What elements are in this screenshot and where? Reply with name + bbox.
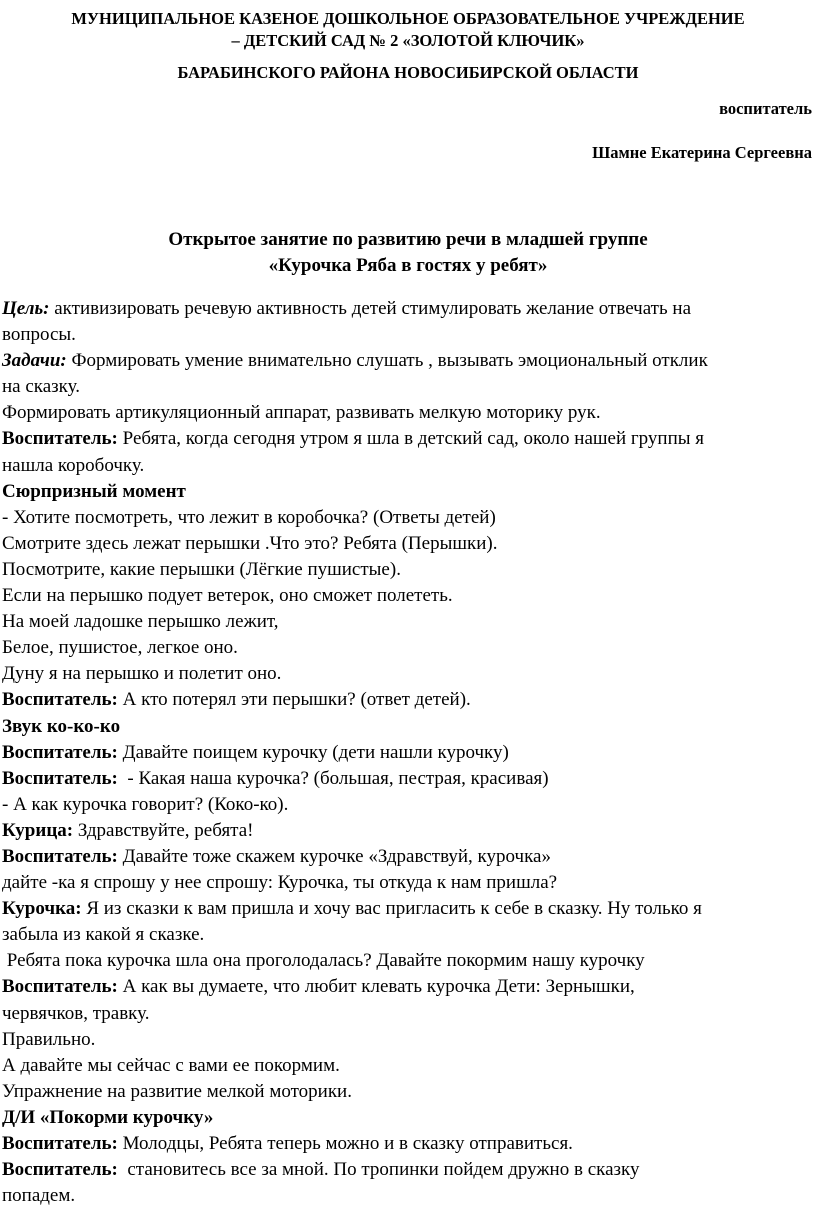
speaker-label: Курочка: bbox=[2, 898, 82, 920]
line-text: Формировать умение внимательно слушать , вызывать эмоциональный отклик bbox=[66, 350, 708, 372]
line-text: Ребята пока курочка шла она проголодалась? Давайте покормим нашу курочку bbox=[2, 950, 645, 972]
speaker-label: Воспитатель: bbox=[2, 741, 118, 763]
lesson-title: Открытое занятие по развитию речи в младшей группе bbox=[168, 229, 648, 250]
text-line bbox=[2, 453, 814, 479]
text-line bbox=[2, 1131, 814, 1157]
line-text: вопросы. bbox=[2, 324, 76, 346]
line-text: активизировать речевую активность детей стимулировать желание отвечать на bbox=[49, 298, 692, 319]
text-line bbox=[2, 1157, 814, 1183]
line-text: Я из сказки к вам пришла и хочу вас пригласить к себе в сказку. Ну только я bbox=[81, 898, 702, 920]
text-line bbox=[2, 974, 814, 1000]
text-line bbox=[2, 740, 814, 766]
text-line bbox=[2, 1053, 814, 1079]
section-heading: Звук ко-ко-ко bbox=[2, 715, 121, 737]
text-line bbox=[2, 296, 814, 322]
text-line bbox=[2, 818, 814, 844]
text-line bbox=[2, 844, 814, 870]
text-line bbox=[2, 714, 814, 740]
line-text: Белое, пушистое, легкое оно. bbox=[2, 637, 238, 659]
text-line bbox=[2, 1027, 814, 1053]
text-line bbox=[2, 348, 814, 374]
line-text: Здравствуйте, ребята! bbox=[73, 819, 254, 841]
line-text: Ребята, когда сегодня утром я шла в детский сад, около нашей группы я bbox=[117, 428, 704, 450]
text-line bbox=[2, 557, 814, 583]
text-line bbox=[2, 400, 814, 426]
line-text: Упражнение на развитие мелкой моторики. bbox=[2, 1080, 352, 1102]
text-line bbox=[2, 896, 814, 922]
speaker-label: Воспитатель: bbox=[2, 845, 118, 867]
speaker-label: Курица: bbox=[2, 819, 74, 841]
line-text: - А как курочка говорит? (Коко-ко). bbox=[2, 793, 289, 815]
line-text: А как вы думаете, что любит клевать курочка Дети: Зернышки, bbox=[117, 976, 635, 998]
text-line bbox=[2, 792, 814, 818]
speaker-label: Воспитатель: bbox=[2, 1159, 118, 1181]
text-line bbox=[2, 374, 814, 400]
text-line bbox=[2, 1001, 814, 1027]
section-heading: Д/И «Покорми курочку» bbox=[2, 1106, 214, 1128]
author-role: воспитатель bbox=[719, 99, 812, 118]
text-line bbox=[2, 922, 814, 948]
text-line bbox=[2, 661, 814, 687]
field-label: Цель: bbox=[2, 298, 50, 319]
line-text: Смотрите здесь лежат перышки .Что это? Ребята (Перышки). bbox=[2, 532, 498, 554]
line-text: забыла из какой я сказке. bbox=[2, 924, 205, 946]
text-line bbox=[2, 635, 814, 661]
line-text: Давайте поищем курочку (дети нашли курочку) bbox=[117, 741, 509, 763]
line-text: червячков, травку. bbox=[2, 1002, 150, 1024]
line-text: Правильно. bbox=[2, 1028, 96, 1050]
line-text: дайте -ка я спрошу у нее спрошу: Курочка, ты откуда к нам пришла? bbox=[2, 872, 558, 894]
text-line bbox=[2, 1079, 814, 1105]
lesson-body bbox=[2, 296, 814, 1209]
text-line bbox=[2, 948, 814, 974]
text-line bbox=[2, 531, 814, 557]
line-text: А кто потерял эти перышки? (ответ детей). bbox=[117, 689, 471, 711]
text-line bbox=[2, 505, 814, 531]
line-text: Посмотрите, какие перышки (Лёгкие пушистые). bbox=[2, 558, 401, 580]
text-line bbox=[2, 479, 814, 505]
speaker-label: Воспитатель: bbox=[2, 1133, 118, 1154]
org-name-line-1: МУНИЦИПАЛЬНОЕ КАЗЕНОЕ ДОШКОЛЬНОЕ ОБРАЗОВАТЕЛЬНОЕ УЧРЕЖДЕНИЕ bbox=[71, 9, 745, 28]
field-label: Задачи: bbox=[2, 350, 67, 372]
lesson-subtitle: «Курочка Ряба в гостях у ребят» bbox=[268, 255, 548, 276]
line-text: На моей ладошке перышко лежит, bbox=[2, 611, 279, 633]
line-text: становитесь все за мной. По тропинки пойдем дружно в сказку bbox=[117, 1159, 640, 1181]
text-line bbox=[2, 583, 814, 609]
line-text: Если на перышко подует ветерок, оно сможет полететь. bbox=[2, 585, 453, 607]
line-text: Молодцы, Ребята теперь можно и в сказку отправиться. bbox=[117, 1133, 573, 1154]
author-name: Шамне Екатерина Сергеевна bbox=[592, 143, 812, 162]
line-text: попадем. bbox=[2, 1185, 76, 1207]
section-heading: Сюрпризный момент bbox=[2, 480, 186, 502]
line-text: нашла коробочку. bbox=[2, 454, 145, 476]
org-name-line-2: – ДЕТСКИЙ САД № 2 «ЗОЛОТОЙ КЛЮЧИК» bbox=[231, 31, 585, 50]
org-region-line: БАРАБИНСКОГО РАЙОНА НОВОСИБИРСКОЙ ОБЛАСТИ bbox=[177, 63, 639, 82]
line-text: Формировать артикуляционный аппарат, развивать мелкую моторику рук. bbox=[2, 402, 601, 424]
text-line bbox=[2, 1183, 814, 1209]
line-text: - Хотите посмотреть, что лежит в коробочка? (Ответы детей) bbox=[2, 506, 496, 528]
text-line bbox=[2, 766, 814, 792]
line-text: на сказку. bbox=[2, 376, 80, 398]
text-line bbox=[2, 1105, 814, 1131]
speaker-label: Воспитатель: bbox=[2, 428, 118, 450]
text-line bbox=[2, 426, 814, 452]
line-text: А давайте мы сейчас с вами ее покормим. bbox=[2, 1054, 340, 1076]
line-text: Дуну я на перышко и полетит оно. bbox=[2, 663, 282, 685]
text-line bbox=[2, 687, 814, 713]
speaker-label: Воспитатель: bbox=[2, 767, 118, 789]
speaker-label: Воспитатель: bbox=[2, 689, 118, 711]
speaker-label: Воспитатель: bbox=[2, 976, 118, 998]
text-line bbox=[2, 322, 814, 348]
line-text: - Какая наша курочка? (большая, пестрая, красивая) bbox=[117, 767, 549, 789]
text-line bbox=[2, 609, 814, 635]
line-text: Давайте тоже скажем курочке «Здравствуй, курочка» bbox=[117, 845, 551, 867]
text-line bbox=[2, 870, 814, 896]
